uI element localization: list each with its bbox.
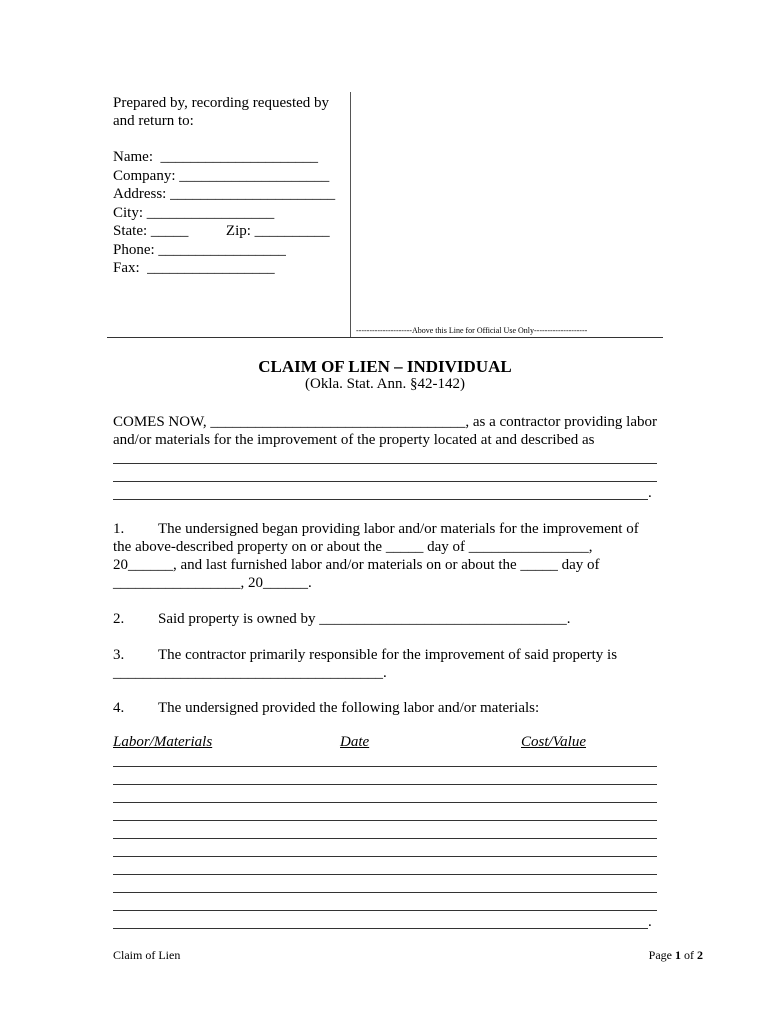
- labor-entry-line[interactable]: [113, 766, 657, 767]
- paragraph-1-line3[interactable]: 20______, and last furnished labor and/or materials on or about the _____ day of: [113, 557, 600, 573]
- paragraph-2-text[interactable]: Said property is owned by _________________________________.: [158, 611, 571, 627]
- labor-entry-line[interactable]: [113, 802, 657, 803]
- paragraph-3-line1: [113, 646, 617, 664]
- official-use-note: ---------------------Above this Line for Official Use Only--------------------: [356, 326, 588, 335]
- comes-now-line1[interactable]: COMES NOW, __________________________________, as a contractor providing labor: [113, 414, 657, 430]
- city-field[interactable]: City: _________________: [113, 205, 275, 221]
- footer-title: Claim of Lien: [113, 948, 181, 962]
- page-total: 2: [697, 948, 703, 962]
- paragraph-1-line2[interactable]: the above-described property on or about the _____ day of ________________,: [113, 539, 593, 555]
- paragraph-3-line2[interactable]: ____________________________________.: [113, 665, 387, 681]
- paragraph-2-number: 2.: [113, 611, 125, 627]
- address-field[interactable]: Address: ______________________: [113, 186, 336, 202]
- paragraph-1-text: The undersigned began providing labor and/or materials for the improvement of: [158, 521, 639, 537]
- paragraph-4: [113, 699, 539, 717]
- paragraph-1-number: 1.: [113, 521, 125, 537]
- document-subtitle: (Okla. Stat. Ann. §42-142): [305, 376, 465, 392]
- page-prefix: Page: [648, 948, 675, 962]
- header-divider: [350, 92, 351, 337]
- paragraph-4-text: The undersigned provided the following labor and/or materials:: [158, 700, 540, 716]
- labor-period: .: [648, 914, 652, 930]
- paragraph-3-number: 3.: [113, 647, 125, 663]
- column-header-cost: Cost/Value: [521, 734, 587, 750]
- fax-field[interactable]: Fax: _________________: [113, 260, 275, 276]
- labor-entry-line[interactable]: [113, 856, 657, 857]
- labor-entry-line[interactable]: [113, 838, 657, 839]
- page-number: [649, 948, 703, 963]
- property-description-line[interactable]: [113, 463, 657, 464]
- comes-now-line2: and/or materials for the improvement of the property located at and described as: [113, 432, 595, 448]
- description-period: .: [648, 485, 652, 501]
- page-mid: of: [681, 948, 697, 962]
- page-current: 1: [675, 948, 681, 962]
- labor-entry-line[interactable]: [113, 874, 657, 875]
- company-field[interactable]: Company: ____________________: [113, 168, 330, 184]
- paragraph-4-number: 4.: [113, 700, 125, 716]
- labor-entry-line[interactable]: [113, 892, 657, 893]
- property-description-line[interactable]: [113, 499, 648, 500]
- paragraph-1-line4[interactable]: _________________, 20______.: [113, 575, 312, 591]
- property-description-line[interactable]: [113, 481, 657, 482]
- column-header-labor: Labor/Materials: [113, 734, 213, 750]
- name-field[interactable]: Name: _____________________: [113, 149, 318, 165]
- labor-entry-line[interactable]: [113, 928, 648, 929]
- prepared-by-line2: and return to:: [113, 113, 194, 129]
- phone-field[interactable]: Phone: _________________: [113, 242, 286, 258]
- paragraph-2[interactable]: [113, 610, 570, 628]
- labor-entry-line[interactable]: [113, 784, 657, 785]
- paragraph-3-text: The contractor primarily responsible for the improvement of said property is: [158, 647, 618, 663]
- prepared-by-line1: Prepared by, recording requested by: [113, 95, 330, 111]
- official-use-line: [107, 337, 663, 338]
- labor-entry-line[interactable]: [113, 910, 657, 911]
- labor-entry-line[interactable]: [113, 820, 657, 821]
- column-header-date: Date: [340, 734, 370, 750]
- document-title: CLAIM OF LIEN – INDIVIDUAL: [258, 357, 512, 376]
- state-zip-field[interactable]: State: _____ Zip: __________: [113, 223, 330, 239]
- paragraph-1-line1: [113, 520, 639, 538]
